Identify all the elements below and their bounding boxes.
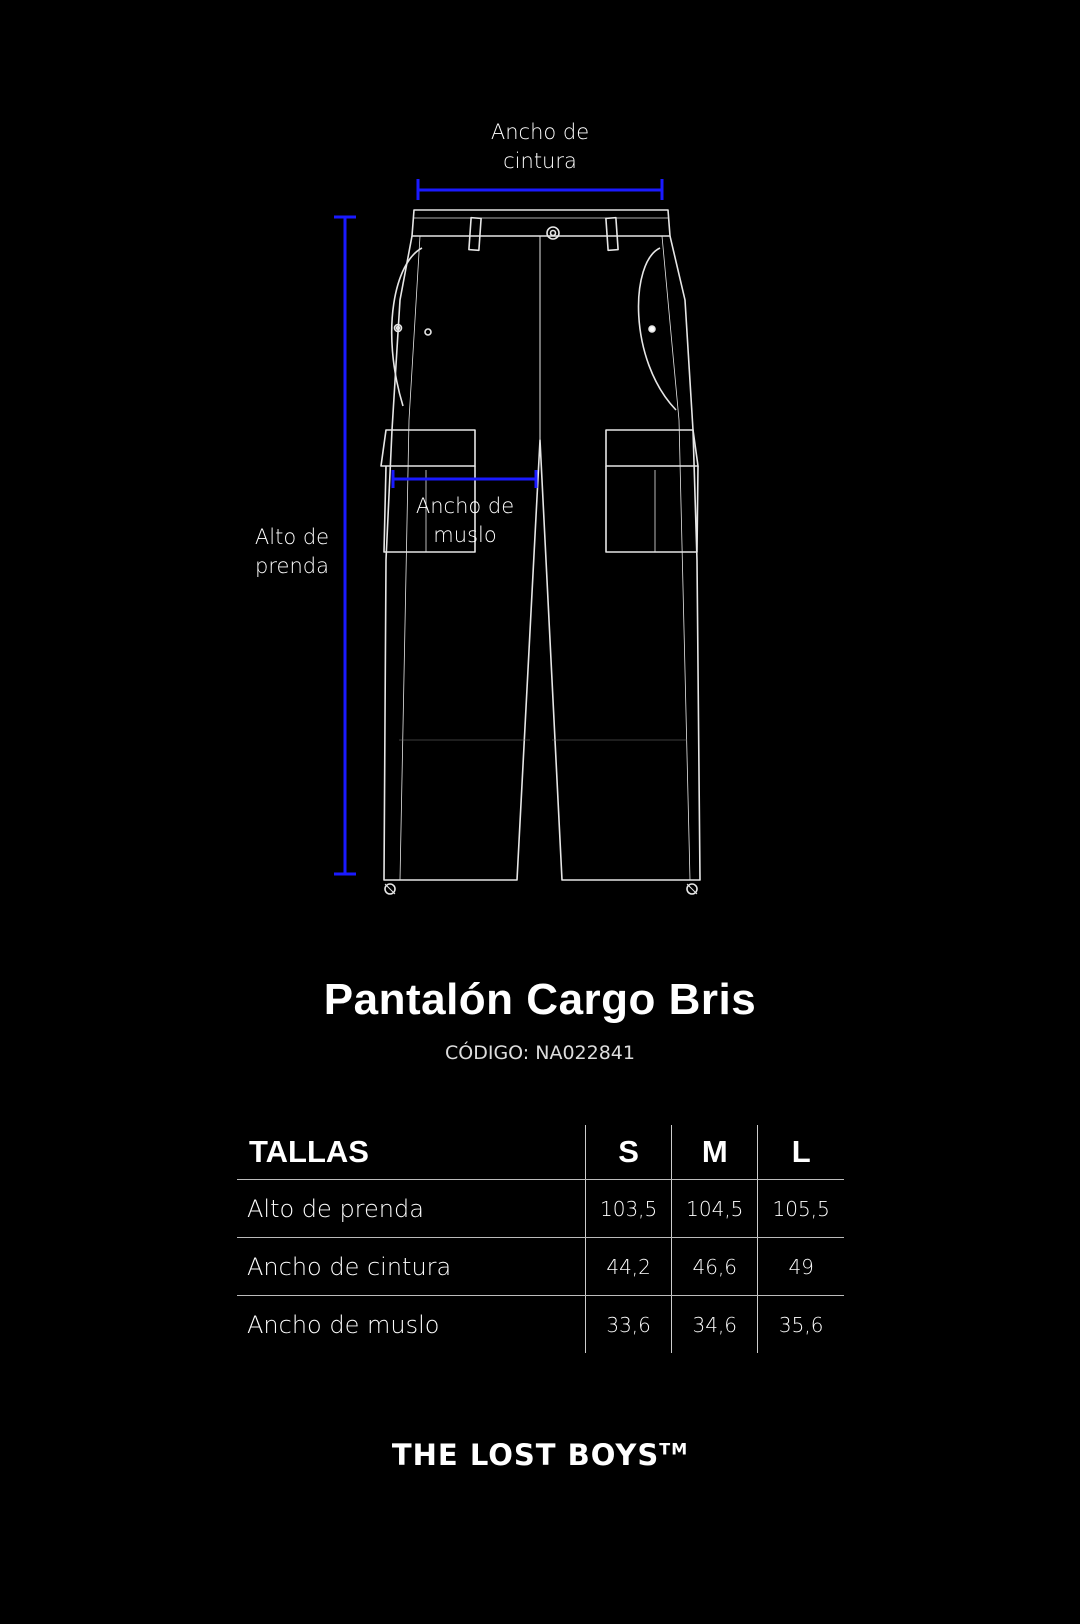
waist-label-line2: cintura xyxy=(503,149,577,173)
row-value-s: 44,2 xyxy=(586,1238,672,1296)
size-s-header: S xyxy=(586,1125,672,1180)
row-value-l: 35,6 xyxy=(758,1296,844,1354)
thigh-label-line2: muslo xyxy=(433,523,497,547)
table-row xyxy=(237,1238,844,1296)
row-value-m: 46,6 xyxy=(672,1238,758,1296)
row-label: Alto de prenda xyxy=(237,1180,586,1238)
thigh-label-line1: Ancho de xyxy=(415,494,515,518)
row-value-l: 105,5 xyxy=(758,1180,844,1238)
size-chart-table xyxy=(237,1125,844,1353)
trademark-mark: TM xyxy=(659,1439,689,1459)
brand-name: THE LOST BOYS xyxy=(391,1438,660,1472)
row-value-s: 103,5 xyxy=(586,1180,672,1238)
size-chart-header xyxy=(237,1125,844,1180)
product-code: CÓDIGO: NA022841 xyxy=(445,1042,635,1064)
product-title: Pantalón Cargo Bris xyxy=(323,975,757,1024)
length-label-line2: prenda xyxy=(255,554,329,578)
garment-length-label xyxy=(232,523,352,581)
table-row xyxy=(237,1296,844,1354)
row-value-s: 33,6 xyxy=(586,1296,672,1354)
waist-width-label xyxy=(460,118,620,176)
table-row xyxy=(237,1180,844,1238)
row-label: Ancho de cintura xyxy=(237,1238,586,1296)
row-value-m: 34,6 xyxy=(672,1296,758,1354)
length-label-line1: Alto de xyxy=(254,525,330,549)
row-label: Ancho de muslo xyxy=(247,1310,440,1339)
brand-logo xyxy=(0,1438,1080,1472)
thigh-width-label xyxy=(395,492,535,550)
waist-label-line1: Ancho de xyxy=(490,120,590,144)
sizes-header-label: TALLAS xyxy=(237,1125,586,1180)
size-m-header: M xyxy=(672,1125,758,1180)
row-value-m: 104,5 xyxy=(672,1180,758,1238)
row-value-l: 49 xyxy=(758,1238,844,1296)
size-l-header: L xyxy=(758,1125,844,1180)
